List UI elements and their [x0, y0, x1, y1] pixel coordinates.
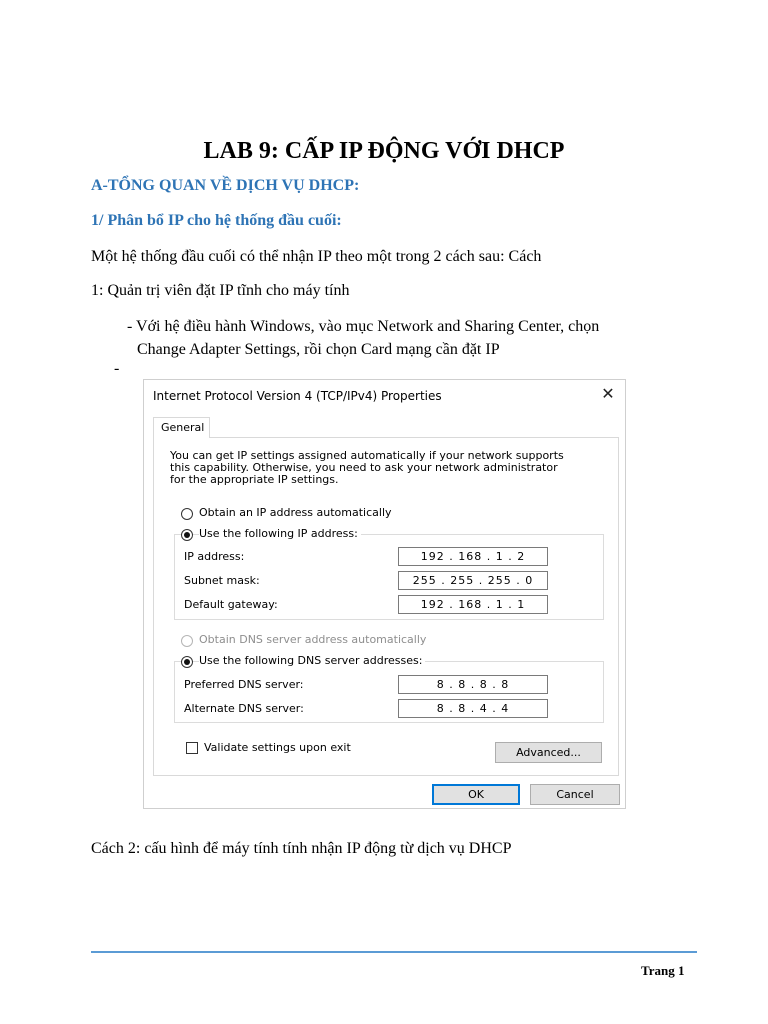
close-icon[interactable]: ✕ [601, 384, 615, 403]
tab-general[interactable]: General [153, 417, 210, 438]
default-gateway-field[interactable]: 192 . 168 . 1 . 1 [398, 595, 548, 614]
subnet-mask-label: Subnet mask: [184, 574, 260, 587]
footer-divider [91, 951, 697, 953]
bullet-line-2: Change Adapter Settings, rồi chọn Card mạng cần đặt IP [137, 341, 500, 358]
validate-settings-checkbox[interactable] [186, 742, 198, 754]
radio-use-following-dns[interactable] [181, 656, 193, 668]
radio-obtain-dns-label: Obtain DNS server address automatically [199, 633, 427, 646]
ip-address-field[interactable]: 192 . 168 . 1 . 2 [398, 547, 548, 566]
subnet-mask-field[interactable]: 255 . 255 . 255 . 0 [398, 571, 548, 590]
dialog-description: You can get IP settings assigned automatically if your network supports this capability. Otherwise, you need to ask your network administrator for the appropriate IP settings. [170, 449, 564, 486]
paragraph-line-2: 1: Quản trị viên đặt IP tĩnh cho máy tính [91, 282, 350, 299]
radio-use-ip-label: Use the following IP address: [199, 527, 361, 540]
ipv4-properties-dialog [143, 379, 626, 809]
preferred-dns-field[interactable]: 8 . 8 . 8 . 8 [398, 675, 548, 694]
document-title: LAB 9: CẤP IP ĐỘNG VỚI DHCP [203, 138, 565, 164]
ip-address-label: IP address: [184, 550, 245, 563]
alternate-dns-label: Alternate DNS server: [184, 702, 304, 715]
validate-settings-label: Validate settings upon exit [204, 741, 351, 754]
dialog-title: Internet Protocol Version 4 (TCP/IPv4) Properties [153, 389, 442, 403]
bullet-line-1: - Với hệ điều hành Windows, vào mục Network and Sharing Center, chọn [127, 318, 600, 335]
paragraph-cach-2: Cách 2: cấu hình để máy tính tính nhận IP động từ dịch vụ DHCP [91, 840, 512, 857]
radio-use-dns-label: Use the following DNS server addresses: [199, 654, 425, 667]
section-heading-a: A-TỔNG QUAN VỀ DỊCH VỤ DHCP: [91, 177, 360, 194]
ok-button[interactable]: OK [432, 784, 520, 805]
page-number: Trang 1 [641, 963, 685, 978]
paragraph-line-1: Một hệ thống đầu cuối có thể nhận IP theo một trong 2 cách sau: Cách [91, 248, 542, 265]
default-gateway-label: Default gateway: [184, 598, 278, 611]
radio-obtain-ip-automatically[interactable] [181, 508, 193, 520]
advanced-button[interactable]: Advanced... [495, 742, 602, 763]
radio-obtain-ip-label: Obtain an IP address automatically [199, 506, 392, 519]
subsection-heading-1: 1/ Phân bổ IP cho hệ thống đầu cuối: [91, 212, 342, 229]
alternate-dns-field[interactable]: 8 . 8 . 4 . 4 [398, 699, 548, 718]
preferred-dns-label: Preferred DNS server: [184, 678, 304, 691]
radio-use-following-ip[interactable] [181, 529, 193, 541]
radio-obtain-dns-automatically[interactable] [181, 635, 193, 647]
bullet-dash: - [114, 360, 120, 377]
cancel-button[interactable]: Cancel [530, 784, 620, 805]
